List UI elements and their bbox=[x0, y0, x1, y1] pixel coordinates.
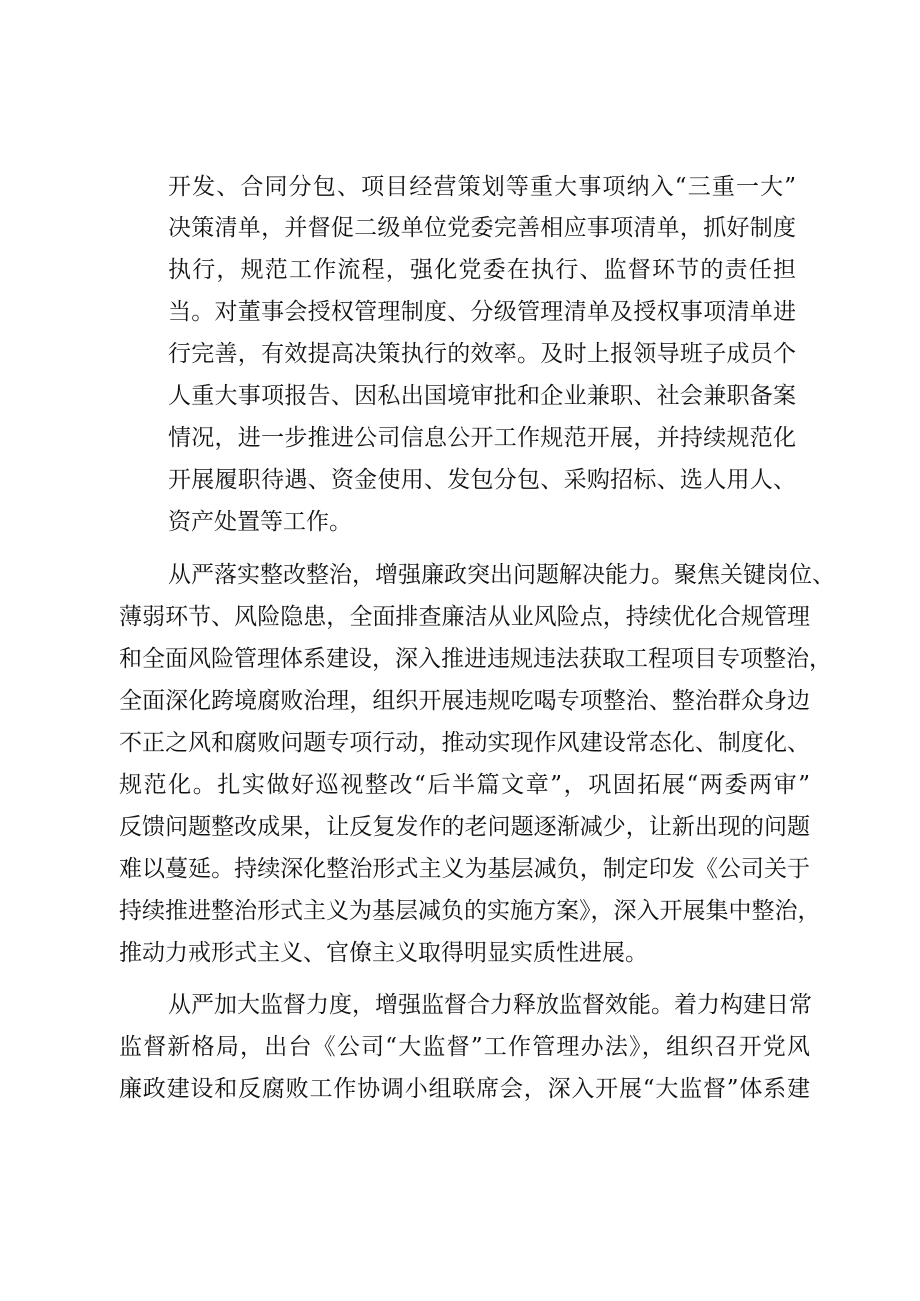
text-line: 和全面风险管理体系建设，深入推进违规违法获取工程项目专项整治， bbox=[119, 646, 832, 672]
text-line: 廉政建设和反腐败工作协调小组联席会，深入开展“大监督”体系建 bbox=[119, 1076, 810, 1102]
text-line: 薄弱环节、风险隐患，全面排查廉洁从业风险点，持续优化合规管理 bbox=[119, 604, 810, 630]
text-line: 从严加大监督力度，增强监督合力释放监督效能。着力构建日常 bbox=[168, 992, 812, 1018]
text-line: 规范化。扎实做好巡视整改“后半篇文章”，巩固拓展“两委两审” bbox=[119, 772, 810, 798]
text-line: 推动力戒形式主义、官僚主义取得明显实质性进展。 bbox=[119, 940, 648, 966]
text-line: 行完善，有效提高决策执行的效率。及时上报领导班子成员个 bbox=[168, 341, 796, 367]
text-line: 当。对董事会授权管理制度、分级管理清单及授权事项清单进 bbox=[168, 299, 796, 325]
text-line: 监督新格局，出台《公司“大监督”工作管理办法》，组织召开党风 bbox=[119, 1034, 810, 1060]
text-line: 全面深化跨境腐败治理，组织开展违规吃喝专项整治、整治群众身边 bbox=[119, 688, 810, 714]
text-line: 执行，规范工作流程，强化党委在执行、监督环节的责任担 bbox=[168, 257, 796, 283]
text-line: 反馈问题整改成果，让反复发作的老问题逐渐减少，让新出现的问题 bbox=[119, 814, 810, 840]
text-line: 难以蔓延。持续深化整治形式主义为基层减负，制定印发《公司关于 bbox=[119, 856, 810, 882]
text-line: 情况，进一步推进公司信息公开工作规范开展，并持续规范化 bbox=[168, 425, 796, 451]
text-line: 从严落实整改整治，增强廉政突出问题解决能力。聚焦关键岗位、 bbox=[168, 562, 835, 588]
text-line: 开发、合同分包、项目经营策划等重大事项纳入“三重一大” bbox=[168, 174, 796, 200]
text-line: 决策清单，并督促二级单位党委完善相应事项清单，抓好制度 bbox=[168, 215, 796, 241]
text-line: 人重大事项报告、因私出国境审批和企业兼职、社会兼职备案 bbox=[168, 383, 796, 409]
text-line: 不正之风和腐败问题专项行动，推动实现作风建设常态化、制度化、 bbox=[119, 730, 810, 756]
text-line: 持续推进整治形式主义为基层减负的实施方案》，深入开展集中整治， bbox=[119, 898, 821, 924]
text-line: 资产处置等工作。 bbox=[168, 509, 352, 535]
text-line: 开展履职待遇、资金使用、发包分包、采购招标、选人用人、 bbox=[168, 467, 796, 493]
